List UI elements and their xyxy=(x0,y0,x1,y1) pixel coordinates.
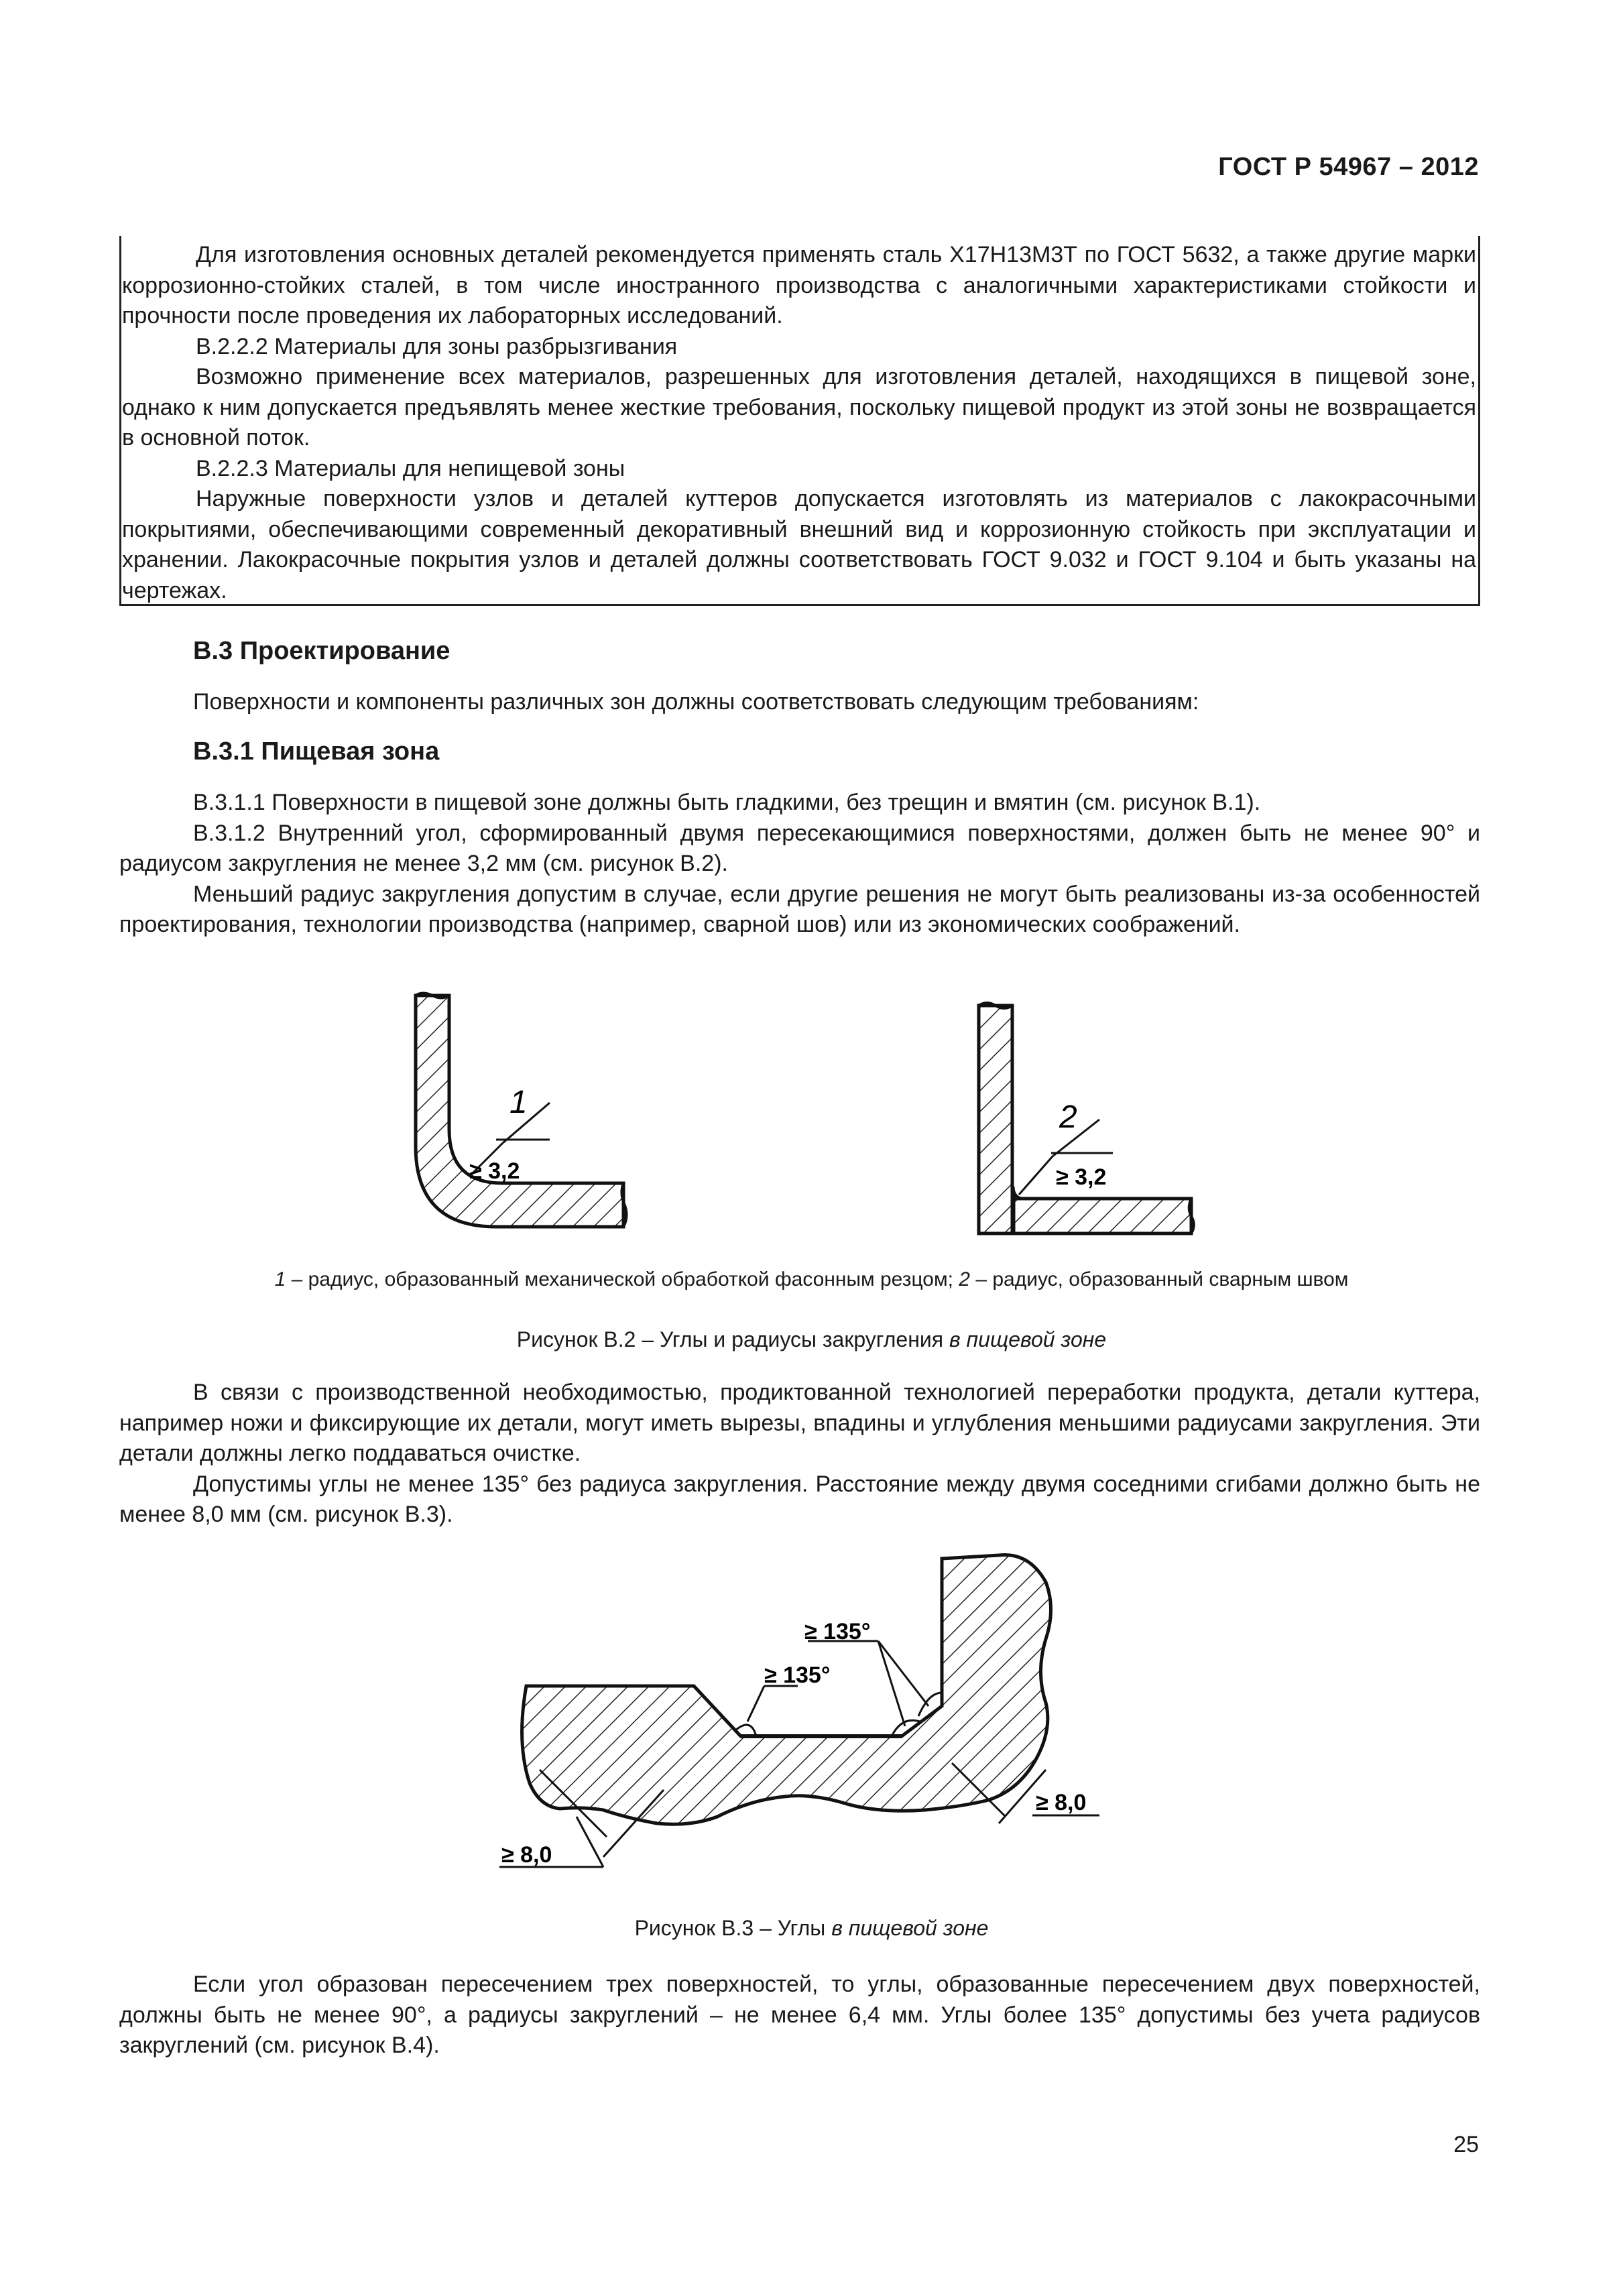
paragraph: Если угол образован пересечением трех поверхностей, то углы, образованные пересечением двух поверхностей, должны быть не менее 90°, а радиусы закруглений – не менее 6,4 мм. Углы более 135° допустимы без учета радиусов закруглений (см. рисунок В.4). xyxy=(119,1972,1480,2058)
dimension-label: ≥ 3,2 xyxy=(469,1158,520,1184)
paragraph: Поверхности и компоненты различных зон должны соответствовать следующим требованиям: xyxy=(193,689,1199,715)
legend-text: – радиус, образованный сварным швом xyxy=(969,1268,1349,1290)
caption-text: Рисунок В.2 – Углы и радиусы закругления xyxy=(516,1327,949,1351)
vertical-plate-hatched xyxy=(979,1006,1012,1233)
body-text-3 xyxy=(119,1970,1480,2061)
figure-b2-caption xyxy=(0,1327,1623,1352)
boxed-text xyxy=(122,240,1476,606)
dimension-label: ≥ 3,2 xyxy=(1056,1164,1107,1190)
dimension-label: ≥ 8,0 xyxy=(1036,1790,1087,1815)
caption-italic: в пищевой зоне xyxy=(949,1327,1107,1351)
paragraph: В.3.1.1 Поверхности в пищевой зоне должны быть гладкими, без трещин и вмятин (см. рисунок В.1). xyxy=(193,790,1261,815)
paragraph: Возможно применение всех материалов, разрешенных для изготовления деталей, находящихся в пищевой зоне, однако к ним допускается предъявлять менее жесткие требования, поскольку пищевой продукт из этой зоны не возвращается в основной поток. xyxy=(122,364,1476,450)
page-number: 25 xyxy=(1453,2132,1479,2157)
caption-text: Рисунок В.3 – Углы xyxy=(634,1916,832,1940)
subsection-heading: В.2.2.2 Материалы для зоны разбрызгивания xyxy=(196,333,678,359)
figure-b2-legend xyxy=(0,1268,1623,1291)
radius-leader-2 xyxy=(1019,1156,1053,1195)
legend-number: 2 xyxy=(959,1268,970,1290)
standard-header: ГОСТ Р 54967 – 2012 xyxy=(1218,153,1479,181)
paragraph: В.3.1.2 Внутренний угол, сформированный двумя пересекающимися поверхностями, должен быть не менее 90° и радиусом закругления не менее 3,2 мм (см. рисунок В.2). xyxy=(119,820,1480,876)
paragraph: Для изготовления основных деталей рекомендуется применять сталь Х17Н13М3Т по ГОСТ 5632, а также другие марки коррозионно-стойких сталей, в том числе иностранного производства с аналогичными характеристиками стойкости и прочности после проведения их лабораторных исследований. xyxy=(122,242,1476,328)
angle-label: ≥ 135° xyxy=(804,1619,871,1644)
subsection-heading: В.2.2.3 Материалы для непищевой зоны xyxy=(196,455,625,481)
section-heading-b31: В.3.1 Пищевая зона xyxy=(193,737,440,766)
paragraph: Наружные поверхности узлов и деталей куттеров допускается изготовлять из материалов с лакокрасочными покрытиями, обеспечивающими современный декоративный внешний вид и коррозионную стойкость при эксплуатации и хранении. Лакокрасочные покрытия узлов и деталей должны соответствовать ГОСТ 9.032 и ГОСТ 9.104 и быть указаны на чертежах. xyxy=(122,486,1476,603)
dimension-label: ≥ 8,0 xyxy=(501,1842,552,1868)
legend-text: – радиус, образованный механической обработкой фасонным резцом; xyxy=(286,1268,959,1290)
legend-number: 1 xyxy=(274,1268,286,1290)
caption-italic: в пищевой зоне xyxy=(831,1916,989,1940)
angle-label: ≥ 135° xyxy=(764,1663,831,1688)
body-text-2 xyxy=(119,1378,1480,1530)
paragraph: Допустимы углы не менее 135° без радиуса закругления. Расстояние между двумя соседними сгибами должно быть не менее 8,0 мм (см. рисунок В.3). xyxy=(119,1471,1480,1527)
horizontal-plate-hatched xyxy=(1014,1199,1191,1233)
figure-b3-caption xyxy=(0,1916,1623,1941)
item-label-2: 2 xyxy=(1059,1099,1077,1135)
section-heading-b3: В.3 Проектирование xyxy=(193,637,450,665)
section-b31-text xyxy=(119,788,1480,941)
figure-b3-drawing xyxy=(0,1542,1623,1890)
paragraph: Меньший радиус закругления допустим в случае, если другие решения не могут быть реализованы из-за особенностей проектирования, технологии производства (например, сварной шов) или из экономических соображений. xyxy=(119,881,1480,937)
paragraph: В связи с производственной необходимостью, продиктованной технологией переработки продукта, детали куттера, например ножи и фиксирующие их детали, могут иметь вырезы, впадины и углубления меньшими радиусами закругления. Эти детали должны легко поддаваться очистке. xyxy=(119,1380,1480,1466)
figure-b2-drawing xyxy=(0,985,1623,1247)
item-label-1: 1 xyxy=(509,1085,528,1120)
